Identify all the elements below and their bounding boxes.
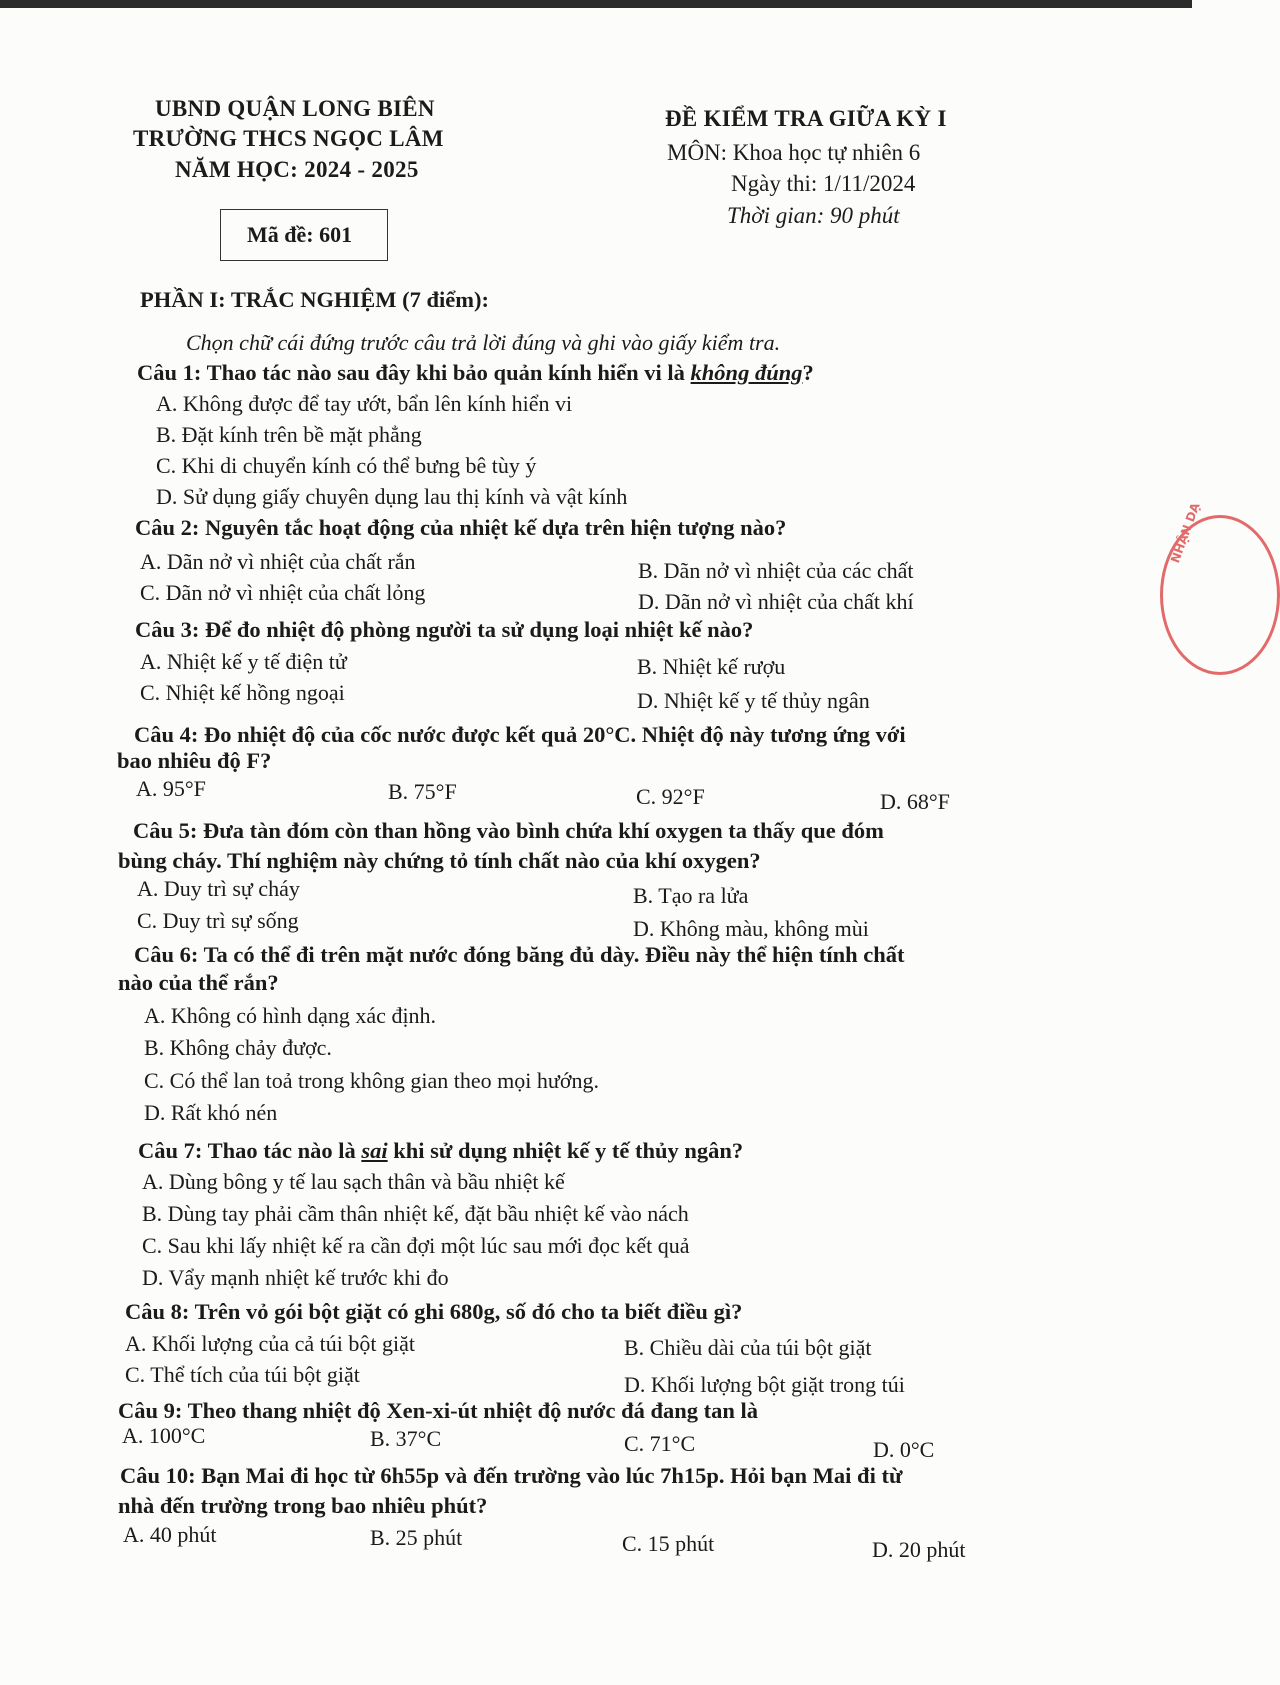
question-1-option-c: C. Khi di chuyển kính có thể bưng bê tùy ý [156, 453, 537, 478]
question-7: Câu 7: Thao tác nào là sai khi sử dụng nhiệt kế y tế thủy ngân? [138, 1138, 744, 1163]
question-6: Câu 6: Ta có thể đi trên mặt nước đóng băng đủ dày. Điều này thể hiện tính chất [134, 942, 905, 967]
question-5-option-b: B. Tạo ra lửa [633, 883, 749, 908]
question-5-cont: bùng cháy. Thí nghiệm này chứng tỏ tính chất nào của khí oxygen? [118, 848, 761, 873]
question-1: Câu 1: Thao tác nào sau đây khi bảo quản kính hiển vi là không đúng? [137, 360, 814, 385]
question-4-option-b: B. 75°F [388, 779, 457, 804]
section-instruction: Chọn chữ cái đứng trước câu trả lời đúng và ghi vào giấy kiểm tra. [186, 330, 781, 355]
question-3-option-b: B. Nhiệt kế rượu [637, 654, 786, 679]
question-3-option-c: C. Nhiệt kế hồng ngoại [140, 680, 345, 705]
exam-title: ĐỀ KIỂM TRA GIỮA KỲ I [665, 106, 947, 131]
question-8: Câu 8: Trên vỏ gói bột giặt có ghi 680g, số đó cho ta biết điều gì? [125, 1299, 743, 1324]
question-10-option-c: C. 15 phút [622, 1531, 715, 1556]
question-10-cont: nhà đến trường trong bao nhiêu phút? [118, 1493, 488, 1518]
question-5: Câu 5: Đưa tàn đóm còn than hồng vào bình chứa khí oxygen ta thấy que đóm [133, 818, 884, 843]
question-9-option-d: D. 0°C [873, 1437, 935, 1462]
question-10-option-a: A. 40 phút [123, 1522, 217, 1547]
question-1-option-d: D. Sử dụng giấy chuyên dụng lau thị kính và vật kính [156, 484, 628, 509]
question-3: Câu 3: Để đo nhiệt độ phòng người ta sử dụng loại nhiệt kế nào? [135, 617, 754, 642]
stamp-text: NHẬN DẠ [1168, 500, 1203, 565]
question-6-option-b: B. Không chảy được. [144, 1035, 332, 1060]
exam-subject: MÔN: Khoa học tự nhiên 6 [667, 140, 921, 165]
question-9-option-c: C. 71°C [624, 1431, 696, 1456]
school-name: TRƯỜNG THCS NGỌC LÂM [133, 126, 444, 151]
question-8-option-c: C. Thể tích của túi bột giặt [125, 1362, 360, 1387]
question-5-option-a: A. Duy trì sự cháy [137, 876, 300, 901]
question-8-option-a: A. Khối lượng của cả túi bột giặt [125, 1331, 415, 1356]
question-7-option-a: A. Dùng bông y tế lau sạch thân và bầu nhiệt kế [142, 1169, 565, 1194]
question-1-emphasis: không đúng [690, 360, 803, 385]
question-8-option-d: D. Khối lượng bột giặt trong túi [624, 1372, 905, 1397]
question-1-option-a: A. Không được để tay ướt, bẩn lên kính hiển vi [156, 391, 573, 416]
question-10-option-d: D. 20 phút [872, 1537, 966, 1562]
question-6-option-c: C. Có thể lan toả trong không gian theo mọi hướng. [144, 1068, 599, 1093]
question-4-option-a: A. 95°F [136, 776, 206, 801]
question-7-emphasis: sai [361, 1138, 388, 1163]
question-7-option-d: D. Vẩy mạnh nhiệt kế trước khi đo [142, 1265, 449, 1290]
question-4-option-c: C. 92°F [636, 784, 705, 809]
question-1-option-b: B. Đặt kính trên bề mặt phẳng [156, 422, 422, 447]
question-5-option-c: C. Duy trì sự sống [137, 908, 299, 933]
question-3-option-d: D. Nhiệt kế y tế thủy ngân [637, 688, 870, 713]
question-6-cont: nào của thể rắn? [118, 970, 279, 995]
question-2-option-a: A. Dãn nở vì nhiệt của chất rắn [140, 549, 416, 574]
question-7-option-c: C. Sau khi lấy nhiệt kế ra cần đợi một lúc sau mới đọc kết quả [142, 1233, 690, 1258]
scan-top-edge [0, 0, 1192, 8]
question-5-option-d: D. Không màu, không mùi [633, 916, 869, 941]
question-9-option-a: A. 100°C [122, 1423, 206, 1448]
question-6-option-a: A. Không có hình dạng xác định. [144, 1003, 437, 1028]
district-name: UBND QUẬN LONG BIÊN [155, 96, 435, 121]
question-3-option-a: A. Nhiệt kế y tế điện tử [140, 649, 347, 674]
question-10-option-b: B. 25 phút [370, 1525, 463, 1550]
exam-code-box: Mã đề: 601 [220, 209, 388, 261]
question-2: Câu 2: Nguyên tắc hoạt động của nhiệt kế dựa trên hiện tượng nào? [135, 515, 787, 540]
question-4-option-d: D. 68°F [880, 789, 950, 814]
question-7-option-b: B. Dùng tay phải cầm thân nhiệt kế, đặt bầu nhiệt kế vào nách [142, 1201, 689, 1226]
question-2-option-c: C. Dãn nở vì nhiệt của chất lỏng [140, 580, 426, 605]
question-2-option-b: B. Dãn nở vì nhiệt của các chất [638, 558, 914, 583]
question-4: Câu 4: Đo nhiệt độ của cốc nước được kết quả 20°C. Nhiệt độ này tương ứng với [134, 722, 906, 747]
section-title: PHẦN I: TRẮC NGHIỆM (7 điểm): [140, 287, 489, 312]
question-4-cont: bao nhiêu độ F? [117, 748, 272, 773]
question-9-option-b: B. 37°C [370, 1426, 442, 1451]
exam-date: Ngày thi: 1/11/2024 [731, 171, 916, 196]
school-year: NĂM HỌC: 2024 - 2025 [175, 157, 419, 182]
question-6-option-d: D. Rất khó nén [144, 1100, 278, 1125]
exam-duration: Thời gian: 90 phút [727, 203, 900, 228]
question-8-option-b: B. Chiều dài của túi bột giặt [624, 1335, 872, 1360]
question-10: Câu 10: Bạn Mai đi học từ 6h55p và đến trường vào lúc 7h15p. Hỏi bạn Mai đi từ [120, 1463, 903, 1488]
question-2-option-d: D. Dãn nở vì nhiệt của chất khí [638, 589, 914, 614]
question-9: Câu 9: Theo thang nhiệt độ Xen-xi-út nhiệt độ nước đá đang tan là [118, 1398, 759, 1423]
